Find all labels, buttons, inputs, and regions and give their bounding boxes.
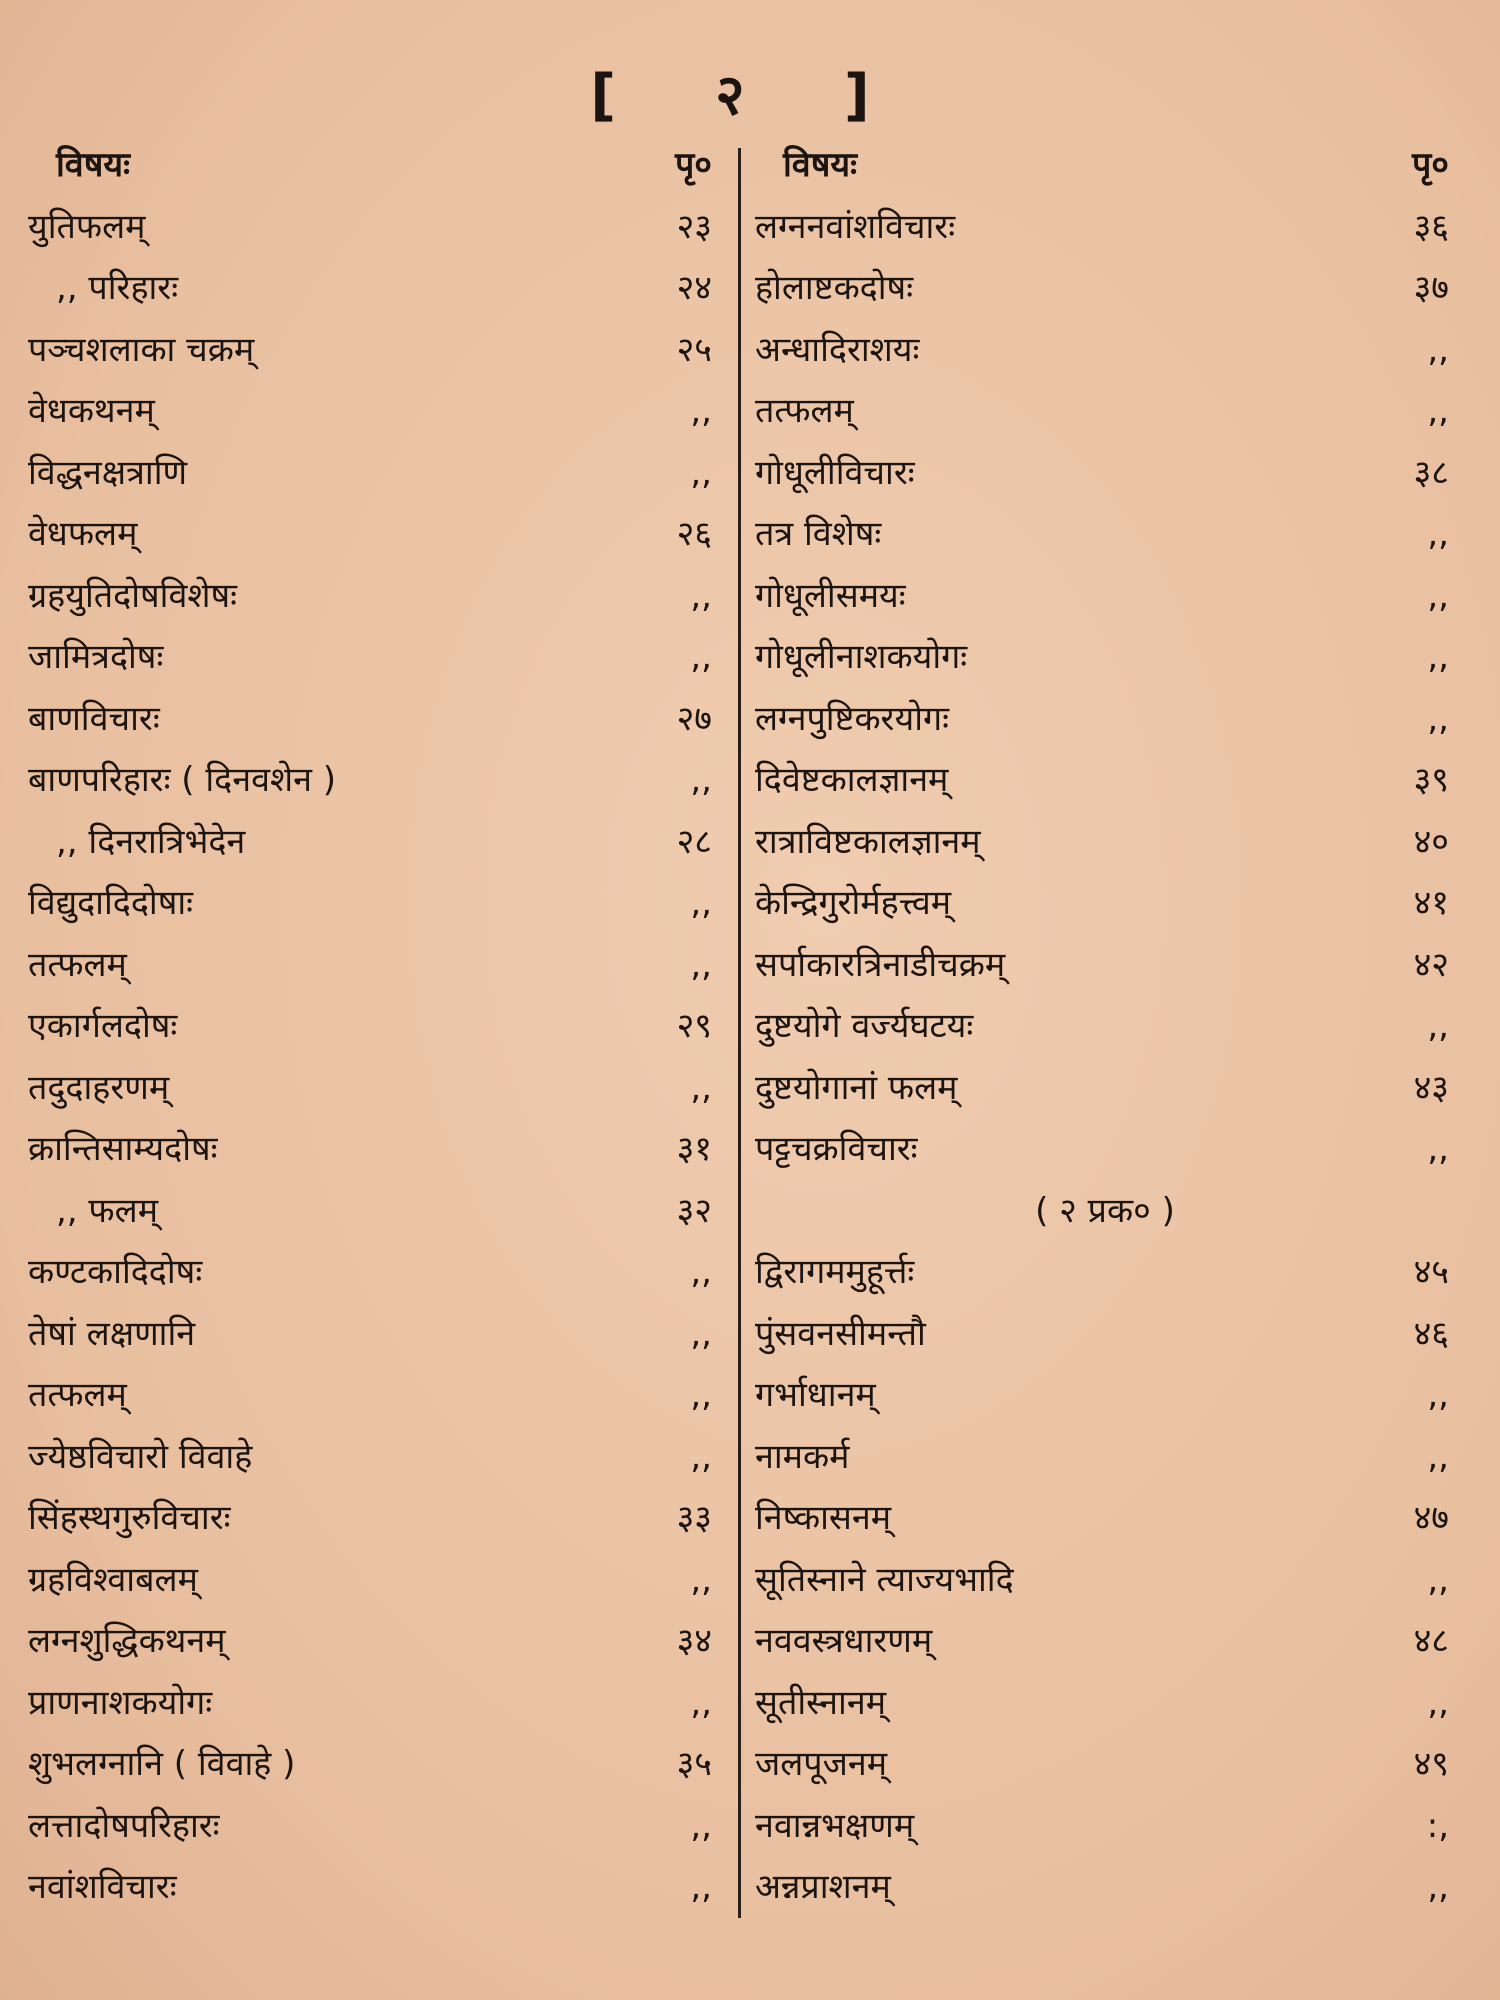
contents-entry: [755, 448, 1455, 510]
entry-topic: नवान्नभक्षणम्: [755, 1805, 915, 1846]
page-number: [ २ ]: [590, 63, 910, 128]
entry-topic: द्विरागममुहूर्त्तः: [755, 1252, 915, 1292]
entry-page: ,,: [690, 944, 712, 985]
entry-topic: गोधूलीनाशकयोगः: [755, 637, 968, 677]
entry-topic: गर्भाधानम्: [755, 1375, 876, 1415]
contents-entry: [755, 1678, 1455, 1740]
contents-entry: [755, 1739, 1455, 1801]
entry-page: २३: [676, 206, 712, 247]
topic-header: विषयः: [56, 145, 130, 185]
entry-page: ,,: [1427, 575, 1449, 616]
entry-topic: ग्रहयुतिदोषविशेषः: [28, 575, 237, 616]
entry-page: ,,: [1427, 1375, 1449, 1415]
contents-entry: [28, 571, 718, 633]
entry-topic: दिवेष्टकालज्ञानम्: [755, 760, 949, 800]
contents-entry: [28, 1186, 718, 1248]
entry-topic: क्रान्तिसाम्यदोषः: [28, 1129, 218, 1169]
entry-page: ३१: [676, 1129, 712, 1169]
contents-entry: [755, 1063, 1455, 1125]
entry-page: ४५: [1413, 1252, 1449, 1292]
entry-page: २५: [676, 329, 712, 370]
entry-page: ,,: [690, 1559, 712, 1600]
entry-page: २४: [676, 268, 712, 308]
entry-topic: लत्तादोषपरिहारः: [28, 1805, 220, 1846]
entry-page: ,,: [1427, 1436, 1449, 1477]
entry-topic: पञ्चशलाका चक्रम्: [28, 329, 255, 370]
contents-entry: [755, 509, 1455, 571]
entry-topic: नवांशविचारः: [28, 1867, 177, 1907]
contents-entry: [755, 1370, 1455, 1432]
contents-entry: [755, 386, 1455, 448]
contents-entry: [28, 1063, 718, 1125]
column-divider: [738, 148, 741, 1918]
contents-entry: [28, 1370, 718, 1432]
entry-page: ४१: [1413, 883, 1449, 923]
entry-topic: बाणविचारः: [28, 698, 160, 739]
contents-entry: [28, 1739, 718, 1801]
entry-topic: गोधूलीसमयः: [755, 575, 906, 616]
contents-entry: [755, 1555, 1455, 1617]
contents-entry: [28, 202, 718, 264]
contents-entry: [28, 386, 718, 448]
entry-page: ,,: [690, 1682, 712, 1723]
section-heading: [755, 1186, 1455, 1248]
entry-topic: अन्धादिराशयः: [755, 329, 920, 370]
page-header: पृ०: [675, 145, 712, 185]
entry-page: ,,: [690, 1375, 712, 1415]
entry-topic: जलपूजनम्: [755, 1744, 888, 1784]
contents-entry: [755, 1493, 1455, 1555]
entry-page: ,,: [690, 883, 712, 923]
entry-page: ३७: [1413, 268, 1449, 308]
entry-topic: दुष्टयोगानां फलम्: [755, 1067, 958, 1108]
entry-page: ,,: [1427, 391, 1449, 431]
entry-page: :,: [1426, 1805, 1449, 1846]
entry-topic: सूतीस्नानम्: [755, 1682, 887, 1723]
contents-entry: [28, 1432, 718, 1494]
entry-page: ,,: [1427, 329, 1449, 370]
contents-entry: [28, 263, 718, 325]
contents-entry: [755, 632, 1455, 694]
entry-page: ३२: [676, 1190, 712, 1231]
contents-entry: [755, 1309, 1455, 1371]
entry-page: ,,: [1427, 514, 1449, 554]
entry-topic: युतिफलम्: [28, 206, 146, 247]
entry-page: ,,: [1427, 1006, 1449, 1046]
contents-list-left: [28, 202, 718, 1924]
entry-topic: सर्पाकारत्रिनाडीचक्रम्: [755, 944, 1006, 985]
entry-topic: ,, फलम्: [56, 1190, 159, 1231]
contents-entry: [28, 755, 718, 817]
entry-page: ३८: [1413, 452, 1449, 493]
entry-topic: जामित्रदोषः: [28, 637, 164, 677]
entry-topic: सिंहस्थगुरुविचारः: [28, 1498, 231, 1538]
contents-entry: [28, 1001, 718, 1063]
contents-entry: [28, 1801, 718, 1863]
entry-topic: तत्फलम्: [28, 944, 127, 985]
entry-page: ४६: [1413, 1313, 1449, 1354]
entry-topic: अन्नप्राशनम्: [755, 1867, 891, 1907]
contents-entry: [28, 1678, 718, 1740]
entry-page: ,,: [690, 760, 712, 800]
entry-page: ३३: [676, 1498, 712, 1538]
entry-topic: होलाष्टकदोषः: [755, 268, 914, 308]
entry-page: ,,: [690, 1867, 712, 1907]
contents-entry: [755, 1801, 1455, 1863]
entry-page: ,,: [1427, 1129, 1449, 1169]
entry-topic: रात्राविष्टकालज्ञानम्: [755, 821, 981, 862]
contents-entry: [28, 1555, 718, 1617]
contents-entry: [755, 263, 1455, 325]
entry-page: ४९: [1413, 1744, 1449, 1784]
entry-topic: तेषां लक्षणानि: [28, 1313, 196, 1354]
entry-page: ,,: [1427, 698, 1449, 739]
entry-page: ३९: [1413, 760, 1449, 800]
contents-entry: [28, 1616, 718, 1678]
entry-topic: निष्कासनम्: [755, 1498, 892, 1538]
contents-entry: [755, 1247, 1455, 1309]
contents-entry: [755, 325, 1455, 387]
entry-topic: ज्येष्ठविचारो विवाहे: [28, 1436, 253, 1477]
contents-entry: [28, 325, 718, 387]
entry-topic: कण्टकादिदोषः: [28, 1252, 203, 1292]
contents-entry: [28, 1247, 718, 1309]
entry-page: ४३: [1413, 1067, 1449, 1108]
entry-topic: विद्युदादिदोषाः: [28, 883, 194, 923]
entry-topic: ,, परिहारः: [56, 268, 179, 308]
entry-topic: एकार्गलदोषः: [28, 1006, 178, 1046]
entry-page: ,,: [1427, 1867, 1449, 1907]
contents-entry: [28, 940, 718, 1002]
contents-entry: [755, 878, 1455, 940]
entry-topic: वेधफलम्: [28, 514, 138, 554]
contents-entry: [755, 1862, 1455, 1924]
entry-topic: वेधकथनम्: [28, 391, 155, 431]
entry-page: ,,: [690, 575, 712, 616]
contents-entry: [755, 1432, 1455, 1494]
contents-entry: [755, 755, 1455, 817]
entry-topic: ( २ प्रक० ): [1035, 1190, 1175, 1231]
entry-topic: ग्रहविश्वाबलम्: [28, 1559, 198, 1600]
contents-entry: [28, 878, 718, 940]
entry-page: ३४: [676, 1621, 712, 1661]
contents-entry: [28, 448, 718, 510]
entry-topic: लग्ननवांशविचारः: [755, 206, 956, 247]
contents-entry: [28, 1493, 718, 1555]
contents-entry: [755, 940, 1455, 1002]
entry-page: २८: [676, 821, 712, 862]
entry-topic: तत्फलम्: [28, 1375, 127, 1415]
entry-page: ,,: [1427, 1559, 1449, 1600]
entry-topic: तत्र विशेषः: [755, 514, 882, 554]
entry-page: २९: [676, 1006, 712, 1046]
entry-topic: तत्फलम्: [755, 391, 854, 431]
entry-page: ४८: [1413, 1621, 1449, 1661]
entry-topic: शुभलग्नानि ( विवाहे ): [28, 1744, 296, 1784]
page-header: पृ०: [1412, 145, 1449, 185]
entry-topic: पट्टचक्रविचारः: [755, 1129, 918, 1169]
contents-entry: [28, 632, 718, 694]
entry-page: ,,: [690, 637, 712, 677]
contents-entry: [28, 1309, 718, 1371]
contents-entry: [28, 1124, 718, 1186]
column-header: [755, 140, 1455, 202]
contents-entry: [755, 202, 1455, 264]
entry-topic: तदुदाहरणम्: [28, 1067, 170, 1108]
contents-entry: [755, 571, 1455, 633]
entry-topic: ,, दिनरात्रिभेदेन: [56, 821, 246, 862]
entry-page: ,,: [690, 452, 712, 493]
entry-page: ३६: [1413, 206, 1449, 247]
entry-topic: नामकर्म: [755, 1436, 850, 1477]
entry-topic: लग्नपुष्टिकरयोगः: [755, 698, 950, 739]
contents-entry: [28, 694, 718, 756]
contents-entry: [28, 509, 718, 571]
topic-header: विषयः: [783, 145, 857, 185]
entry-topic: नववस्त्रधारणम्: [755, 1621, 933, 1661]
contents-entry: [28, 817, 718, 879]
entry-topic: गोधूलीविचारः: [755, 452, 915, 493]
entry-page: २७: [676, 698, 712, 739]
entry-topic: प्राणनाशकयोगः: [28, 1682, 213, 1723]
contents-column-right: [755, 140, 1455, 1924]
entry-page: ,,: [690, 1436, 712, 1477]
entry-topic: दुष्टयोगे वर्ज्यघटयः: [755, 1006, 974, 1046]
contents-entry: [755, 1616, 1455, 1678]
entry-page: ४७: [1413, 1498, 1449, 1538]
column-header: [28, 140, 718, 202]
contents-entry: [755, 1124, 1455, 1186]
entry-topic: विद्धनक्षत्राणि: [28, 452, 188, 493]
entry-topic: लग्नशुद्धिकथनम्: [28, 1621, 226, 1661]
entry-page: ,,: [1427, 637, 1449, 677]
contents-column-left: [28, 140, 718, 1924]
entry-page: ,,: [690, 391, 712, 431]
entry-topic: पुंसवनसीमन्तौ: [755, 1313, 926, 1354]
entry-topic: बाणपरिहारः ( दिनवशेन ): [28, 760, 337, 800]
entry-page: २६: [676, 514, 712, 554]
entry-page: ३५: [676, 1744, 712, 1784]
entry-topic: केन्द्रिगुरोर्महत्त्वम्: [755, 883, 952, 923]
entry-page: ,,: [1427, 1682, 1449, 1723]
contents-list-right: [755, 202, 1455, 1924]
entry-page: ४०: [1413, 821, 1449, 862]
contents-entry: [28, 1862, 718, 1924]
entry-page: ४२: [1413, 944, 1449, 985]
entry-page: ,,: [690, 1067, 712, 1108]
contents-entry: [755, 817, 1455, 879]
contents-entry: [755, 694, 1455, 756]
entry-page: ,,: [690, 1805, 712, 1846]
contents-entry: [755, 1001, 1455, 1063]
entry-page: ,,: [690, 1313, 712, 1354]
entry-page: ,,: [690, 1252, 712, 1292]
entry-topic: सूतिस्नाने त्याज्यभादि: [755, 1559, 1014, 1600]
